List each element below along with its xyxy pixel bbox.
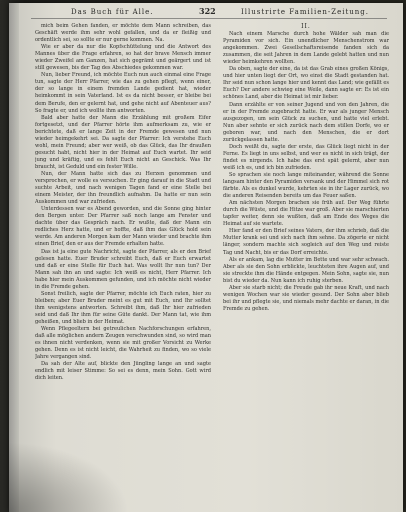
paragraph: mich beim Gehen fanden, er möchte dem Mann schreiben, das Geschäft werde ihm sehr wohl gefallen, und da er fleißig und ordentlich sei, so sollte er nur gerne kommen. Na. (35, 23, 211, 44)
paragraph: Wie er aber da nur die Kopfschüttelung und die Antwort des Mannes über die Frage erfahren, so hat der brave Mensch immer wieder Zweifel am Ganzen, hat sich gegrämt und geärgert und ist still gewesen, bis der Tag des Abschiedes gekommen war. (35, 44, 211, 72)
page-shadow (9, 442, 129, 512)
left-text-column (35, 23, 211, 505)
paragraph: Nun, der Mann hatte sich das zu Herzen genommen und versprochen, er wolle es versuchen. Er ging darauf in die Stadt und suchte Arbeit, und nach wenigen Tagen fand er eine Stelle bei einem Meister, der ihn freundlich aufnahm. Da hatte er nun sein Auskommen und war zufrieden. (35, 170, 211, 206)
book-page (9, 3, 403, 512)
paragraph: Da oben, sagte der eine, da ist das Grab eines großen Königs, und hier unten liegt der Ort, wo einst die Stadt gestanden hat. Ihr seid nun schon lange hier und kennt das Land; wie gefällt es Euch? Der andere schwieg eine Weile, dann sagte er: Es ist ein schönes Land, aber die Heimat ist mir lieber. (223, 66, 389, 101)
paragraph: Als er ankam, lag die Mutter im Bette und war sehr schwach. Aber als sie den Sohn erblickte, leuchteten ihre Augen auf, und sie streckte ihm die Hände entgegen. Mein Sohn, sagte sie, nun bist du wieder da. Nun kann ich ruhig sterben. (223, 256, 389, 284)
paragraph: Dann erzählte er von seiner Jugend und von den Jahren, die er in der Fremde zugebracht hatte. Er war als junger Mensch ausgezogen, um sein Glück zu suchen, und hatte viel erlebt. Nun aber sehnte er sich zurück nach dem stillen Dorfe, wo er geboren war, und nach den Menschen, die er dort zurückgelassen hatte. (223, 101, 389, 143)
page-header (9, 5, 403, 19)
paragraph: Da sah der Alte auf, blickte den Jüngling lange an und sagte endlich mit leiser Stimme: So sei es denn, mein Sohn. Gott wird dich leiten. (35, 361, 211, 382)
paragraph: Hier fand er den Brief seines Vaters, der ihm schrieb, daß die Mutter krank sei und sich nach ihm sehne. Da zögerte er nicht länger, sondern machte sich sogleich auf den Weg und reiste Tag und Nacht, bis er das Dorf erreichte. (223, 228, 389, 256)
paragraph: Das ist ja eine gute Nachricht, sagte der Pfarrer, als er den Brief gelesen hatte. Euer Bruder schreibt Euch, daß er Euch erwartet und daß er eine Stelle für Euch hat. Was wollt Ihr nun tun? Der Mann sah ihn an und sagte: Ich weiß es nicht, Herr Pfarrer. Ich habe hier mein Auskommen gefunden, und ich möchte nicht wieder in die Fremde gehen. (35, 248, 211, 290)
running-header-left: Das Buch für Alle. (71, 8, 154, 16)
paragraph: Nach einem Marsche durch hohe Wälder sah man die Pyramiden vor sich. Ein unendlicher Menschenstrom war angekommen. Zwei Gesellschaftsreisende fanden sich da zusammen, die seit Jahren in dem Lande gelebt hatten und nun wieder heimkehren wollten. (223, 31, 389, 66)
page-gutter (9, 3, 19, 512)
paragraph: So sprachen sie noch lange miteinander, während die Sonne langsam hinter den Pyramiden versank und der Himmel sich rot färbte. Als es dunkel wurde, kehrten sie in ihr Lager zurück, wo die anderen Reisenden bereits um das Feuer saßen. (223, 171, 389, 200)
paragraph: Doch weißt du, sagte der erste, das Glück liegt nicht in der Ferne. Es liegt in uns selbst, und wer es nicht in sich trägt, der findet es nirgends. Ich habe das erst spät gelernt, aber nun weiß ich es, und ich bin zufrieden. (223, 143, 389, 171)
header-rule (31, 18, 387, 19)
page-number: 322 (199, 6, 216, 16)
section-heading: II. (301, 23, 311, 30)
paragraph: Am nächsten Morgen brachen sie früh auf. Der Weg führte durch die Wüste, und die Hitze war groß. Aber sie marschierten tapfer weiter, denn sie wußten, daß am Ende des Weges die Heimat auf sie wartete. (223, 200, 389, 228)
paragraph: Sonst freilich, sagte der Pfarrer, möchte ich Euch raten, hier zu bleiben; aber Euer Bruder meint es gut mit Euch, und Ihr solltet ihm wenigstens antworten. Schreibt ihm, daß Ihr hier zufrieden seid und daß Ihr ihm für seine Güte dankt. Der Mann tat, wie ihm geheißen, und blieb in der Heimat. (35, 290, 211, 325)
paragraph: Unterdessen war es Abend geworden, und die Sonne ging hinter den Bergen unter. Der Pfarrer saß noch lange am Fenster und dachte über das Gespräch nach. Er wußte, daß der Mann ein redliches Herz hatte, und er hoffte, daß ihm das Glück hold sein werde. Am anderen Morgen kam der Mann wieder und brachte ihm einen Brief, den er aus der Fremde erhalten hatte. (35, 206, 211, 248)
paragraph: Bald aber hatte der Mann die Erzählung mit großem Eifer fortgesetzt, und der Pfarrer hörte ihm aufmerksam zu, wie er berichtete, daß er lange Zeit in der Fremde gewesen und nun wieder heimgekehrt sei. Da sagte der Pfarrer: Ich verstehe Euch wohl, mein Freund; aber wer weiß, ob das Glück, das Ihr draußen gesucht habt, nicht hier in der Heimat auf Euch wartet. Ihr seid jung und kräftig, und es fehlt Euch nicht an Geschick. Was Ihr braucht, ist Geduld und ein fester Wille. (35, 114, 211, 170)
paragraph: Wenn Pflegeeltern bei getreulichen Nachforschungen erfahren, daß alle möglichen andern Zeugen verschwunden sind, so wird man es ihnen nicht verdenken, wenn sie mit großer Vorsicht zu Werke gehen. Denn es ist nicht leicht, die Wahrheit zu finden, wo so viele Jahre vergangen sind. (35, 326, 211, 361)
right-text-column (223, 23, 389, 505)
running-header-right: Illustrirte Familien-Zeitung. (241, 8, 369, 16)
paragraph: Aber sie starb nicht; die Freude gab ihr neue Kraft, und nach wenigen Wochen war sie wieder gesund. Der Sohn aber blieb bei ihr und pflegte sie, und niemals mehr dachte er daran, in die Fremde zu gehen. (223, 284, 389, 312)
paragraph: Nun, lieber Freund, ich möchte Euch nun auch einmal eine Frage tun, sagte der Herr Pfarrer, wie das zu gehen pflegt, wenn einer, der so lange in einem fremden Lande gedient hat, wieder heimkommt in sein Vaterland. Ist es da nicht besser, er bleibe bei dem Berufe, den er gelernt hat, und gehe nicht auf Abenteuer aus? So fragte er, und ich wollte ihm antworten. (35, 72, 211, 114)
